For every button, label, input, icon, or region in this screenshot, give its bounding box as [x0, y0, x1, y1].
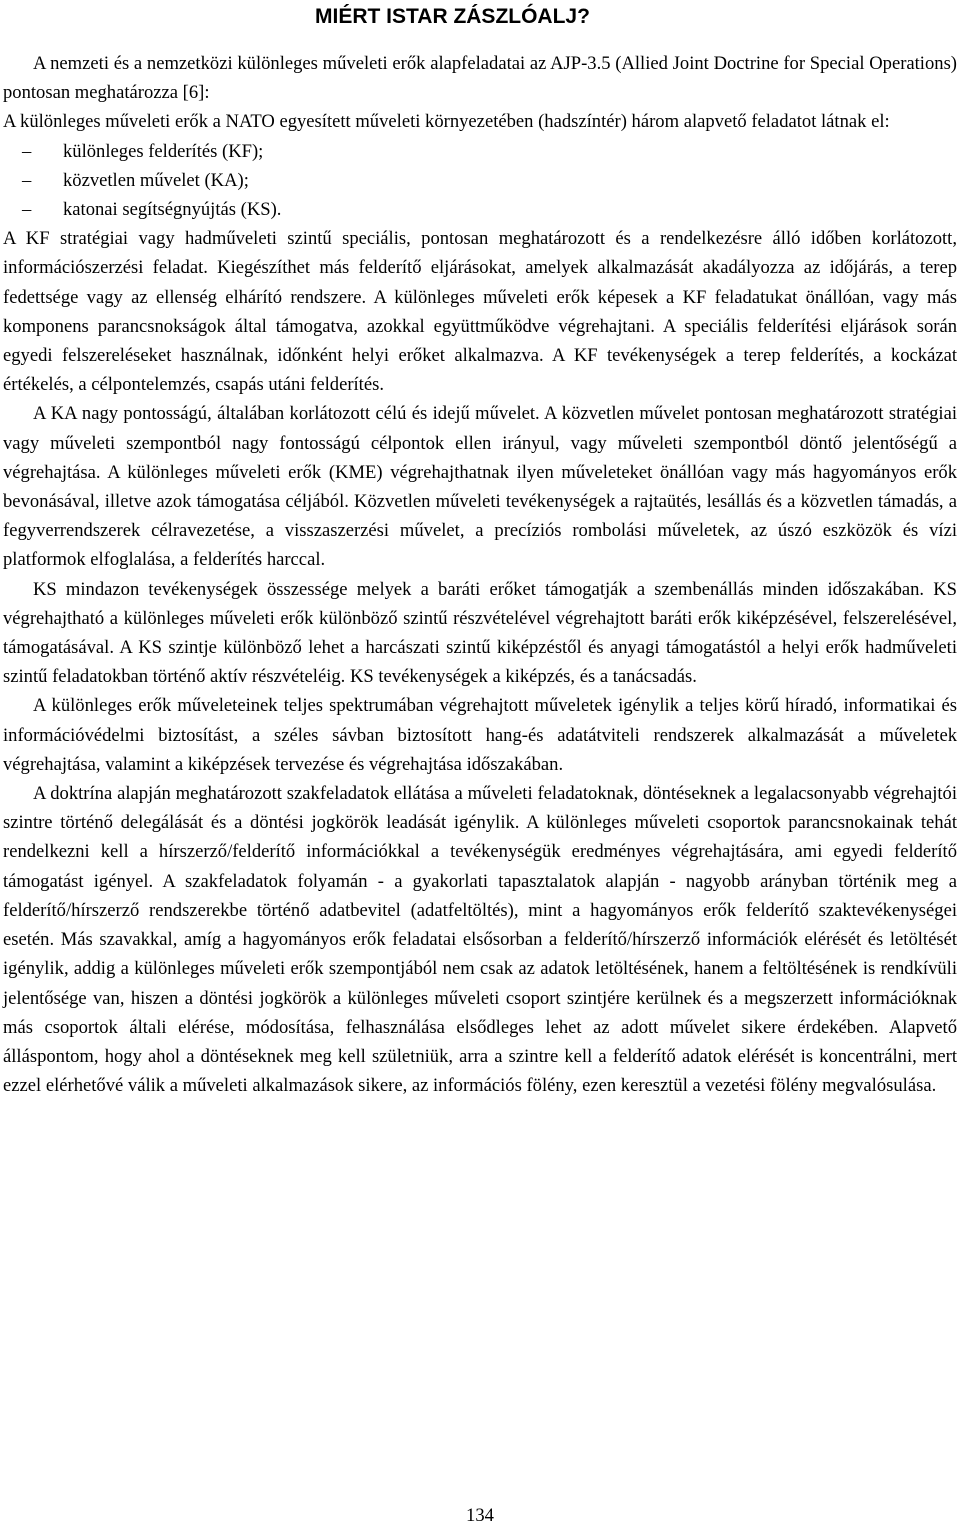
- intro-paragraph-2: A különleges műveleti erők a NATO egyesített műveleti környezetében (hadszíntér) három alapvető feladatot látnak el:: [3, 111, 890, 133]
- dash-bullet: –: [22, 199, 32, 221]
- list-item: [22, 195, 957, 224]
- body-paragraph-doctrine: A doktrína alapján meghatározott szakfeladatok ellátása a műveleti feladatoknak, döntéseknek a legalacsonyabb végrehajtói szintre történő delegálását és a döntési jogkörök leadását igénylik. A különleges műveleti csoportok parancsnokainak tehát rendelkezni kell a hírszerző/felderítő információkkal a tevékenységük eredményes végrehajtására, ami egyedi felderítő támogatást igényel. A szakfeladatok folyamán - a gyakorlati tapasztalatok alapján - nagyobb arányban történik meg a felderítő/hírszerző rendszerekbe történő adatbevitel (adatfeltöltés), mint a hagyományos erők felderítő szaktevékenységei esetén. Más szavakkal, amíg a hagyományos erők feladatai elsősorban a felderítő/hírszerző információk elérését és letöltését igénylik, addig a különleges műveleti erők szempontjából nem csak az adatok letöltésének, hanem a feltöltésének is rendkívüli jelentősége van, hiszen a döntési jogkörök a különleges műveleti csoport szintjére kerülnek és a megszerzett információknak más csoportok általi elérése, módosítása, felhasználása elsődleges lehet az adott művelet sikere érdekében. Alapvető álláspontom, hogy ahol a döntéseknek meg kell születniük, arra a szintre kell a felderítő adatok elérését is koncentrálni, mert ezzel elérhetővé válik a műveleti alkalmazások sikere, az információs fölény, ezen keresztül a vezetési fölény megvalósulása.: [3, 783, 957, 1097]
- list-item-text: katonai segítségnyújtás (KS).: [63, 199, 282, 221]
- intro-paragraph: A nemzeti és a nemzetközi különleges műveleti erők alapfeladatai az AJP-3.5 (Allied Joint Doctrine for Special Operations) pontosan meghatározza [6]:: [3, 53, 957, 104]
- list-item-text: közvetlen művelet (KA);: [63, 169, 249, 191]
- list-item: [22, 166, 957, 195]
- list-item: [22, 137, 957, 166]
- task-list: [3, 137, 957, 225]
- page-title: MIÉRT ISTAR ZÁSZLÓALJ?: [315, 5, 590, 28]
- dash-bullet: –: [22, 169, 32, 191]
- body-paragraph-communications: A különleges erők műveleteinek teljes spektrumában végrehajtott műveletek igénylik a teljes körű híradó, informatikai és információvédelmi biztosítást, a széles sávban biztosított hang-és adatátviteli rendszerek alkalmazását a műveletek végrehajtása, valamint a kiképzések tervezése és végrehajtása időszakában.: [3, 695, 957, 775]
- body-paragraph-ks: KS mindazon tevékenységek összessége melyek a baráti erőket támogatják a szembenállás minden időszakában. KS végrehajtható a különleges műveleti erők különböző szintű részvételével végrehajtott baráti erők kiképzésével, felszerelésével, támogatásával. A KS szintje különböző lehet a harcászati szintű kiképzéstől és anyagi támogatástól a helyi erők hadműveleti szintű feladatokban történő aktív részvételéig. KS tevékenységek a kiképzés, és a tanácsadás.: [3, 578, 957, 688]
- body-paragraph-kf: A KF stratégiai vagy hadműveleti szintű speciális, pontosan meghatározott és a rendelkezésre álló időben korlátozott, információszerzési feladat. Kiegészíthet más felderítő eljárásokat, amelyek alkalmazását akadályozza az időjárás, a terep fedettsége vagy az ellenség elhárító rendszere. A különleges műveleti erők képesek a KF feladatukat önállóan, vagy más komponens parancsnokságok által támogatva, azokkal együttműködve végrehajtani. A speciális felderítési eljárások során egyedi felszereléseket használnak, időnként helyi erőket alkalmazva. A KF tevékenységek a terep felderítés, a kockázat értékelés, a célpontelemzés, csapás utáni felderítés.: [3, 228, 957, 396]
- body-paragraph-ka: A KA nagy pontosságú, általában korlátozott célú és idejű művelet. A közvetlen művelet pontosan meghatározott stratégiai vagy műveleti szempontból nagy fontosságú célpontok ellen irányul, vagy műveleti szempontból döntő jelentőségű a végrehajtása. A különleges műveleti erők (KME) végrehajthatnak ilyen műveleteket önállóan vagy más hagyományos erők bevonásával, illetve azok támogatása céljából. Közvetlen műveleti tevékenységek a rajtaütés, lesállás és a közvetlen támadás, a fegyverrendszerek célravezetése, a visszaszerzési művelet, a precíziós rombolási műveletek, az úszó eszközök és vízi platformok elfoglalása, a felderítés harccal.: [3, 403, 957, 571]
- dash-bullet: –: [22, 140, 32, 162]
- document-body: [3, 49, 957, 1100]
- list-item-text: különleges felderítés (KF);: [63, 140, 264, 162]
- page-number: 134: [466, 1505, 494, 1526]
